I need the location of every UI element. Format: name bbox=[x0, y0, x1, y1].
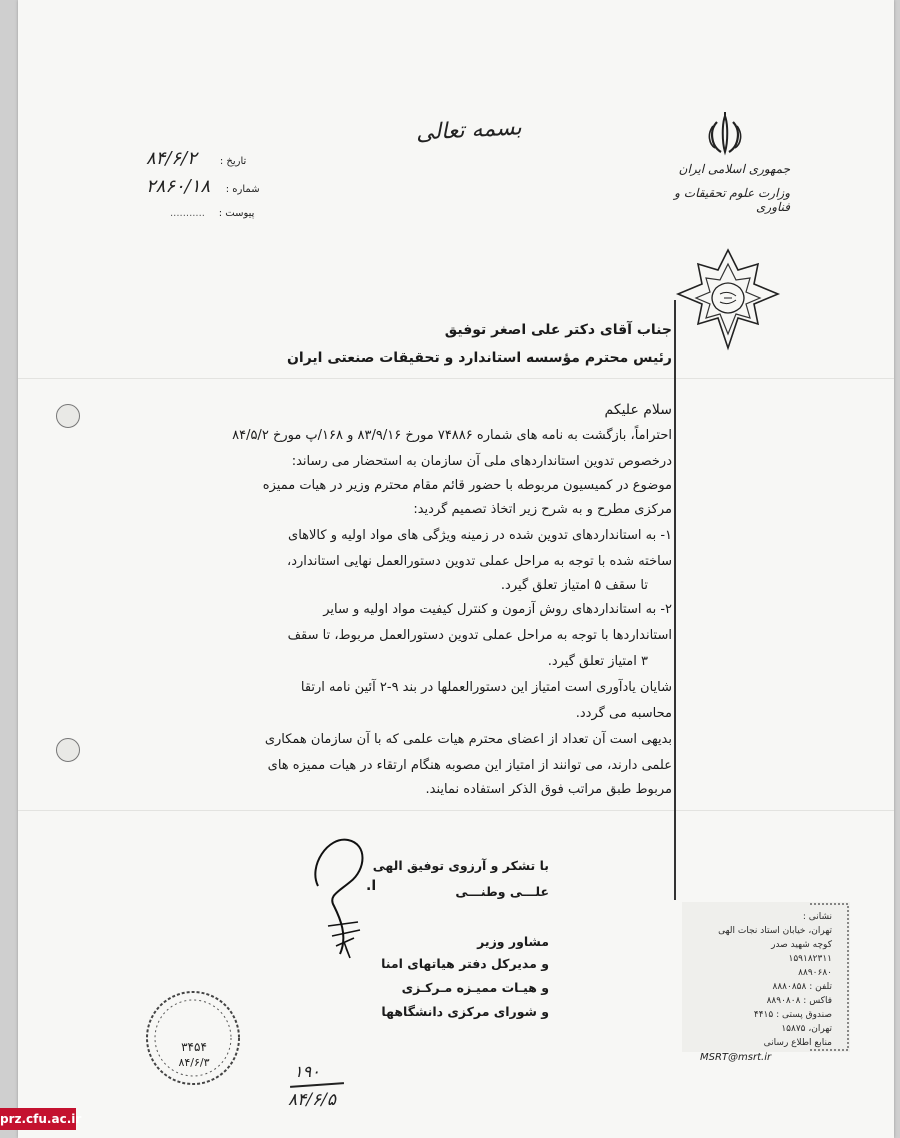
body-line: ۱- به استانداردهای تدوین شده در زمینه ویژگی های مواد اولیه و کالاهای bbox=[288, 528, 672, 543]
footer-ref-date: ۸۴/۶/۵ bbox=[288, 1090, 336, 1110]
footer-rule bbox=[290, 1082, 344, 1087]
stamp-line: تلفن : ۸۸۸۰۸۵۸ bbox=[772, 982, 832, 992]
signer-initials: ا. bbox=[366, 878, 377, 894]
attachment-label: پیوست : bbox=[218, 208, 255, 219]
closing-salutation: با تشکر و آرزوی توفیق الهی bbox=[372, 858, 549, 873]
number-value: ۲۸۶۰/۱۸ bbox=[146, 176, 211, 197]
attachment-value: ........... bbox=[170, 208, 205, 219]
letter-date bbox=[146, 148, 246, 169]
stamp-line: تهران، ۱۵۸۷۵ bbox=[781, 1024, 832, 1034]
date-value: ۸۴/۶/۲ bbox=[146, 148, 197, 169]
punch-hole bbox=[56, 404, 80, 428]
stamp-email: MSRT@msrt.ir bbox=[700, 1052, 772, 1063]
signature-icon bbox=[288, 826, 388, 962]
footer-ref-number: ۱۹۰ bbox=[294, 1062, 320, 1081]
round-stamp-date: ۸۴/۶/۳ bbox=[178, 1056, 210, 1069]
fold-line bbox=[18, 378, 894, 379]
body-line: شایان یادآوری است امتیاز این دستورالعملها در بند ۹-۲ آئین نامه ارتقا bbox=[300, 680, 672, 695]
iran-emblem-icon bbox=[705, 112, 745, 158]
signer-title-2: و مدیرکل دفتر هیاتهای امنا bbox=[381, 956, 549, 971]
body-line: تا سقف ۵ امتیاز تعلق گیرد. bbox=[500, 578, 648, 593]
stamp-line: تهران، خیابان استاد نجات الهی bbox=[718, 926, 832, 936]
stamp-line: ۸۸۹۰۶۸۰ bbox=[798, 968, 832, 978]
round-stamp-number: ۳۴۵۴ bbox=[181, 1040, 207, 1054]
stamp-line: منابع اطلاع رسانی bbox=[763, 1038, 832, 1048]
recipient-title: رئیس محترم مؤسسه استاندارد و تحقیقات صنعتی ایران bbox=[286, 350, 672, 366]
body-line: ۲- به استانداردهای روش آزمون و کنترل کیفیت مواد اولیه و سایر bbox=[323, 602, 672, 617]
stamp-line: صندوق پستی : ۴۴۱۵ bbox=[753, 1010, 832, 1020]
emblem-country: جمهوری اسلامی ایران bbox=[678, 162, 790, 176]
body-line: درخصوص تدوین استانداردهای ملی آن سازمان به استحضار می رساند: bbox=[291, 454, 672, 469]
date-label: تاریخ : bbox=[219, 156, 247, 167]
signer-name: علـــی وطنـــی bbox=[455, 884, 549, 899]
stamp-line: کوچه شهید صدر bbox=[771, 940, 832, 950]
body-line: مرکزی مطرح و به شرح زیر اتخاذ تصمیم گردید: bbox=[413, 502, 672, 517]
basmala: بسمه تعالی bbox=[415, 115, 523, 146]
body-line: مربوط طبق مراتب فوق الذکر استفاده نمایند. bbox=[425, 782, 672, 797]
body-line: استانداردها با توجه به مراحل عملی تدوین دستورالعمل مربوط، تا سقف bbox=[287, 628, 672, 643]
letter-attachment bbox=[170, 206, 254, 219]
signer-title-3: و هیـات ممیـزه مـرکـزی bbox=[401, 980, 549, 995]
greeting: سلام علیکم bbox=[604, 402, 672, 418]
round-stamp-icon bbox=[144, 988, 242, 1088]
stamp-line: ۱۵۹۱۸۲۳۱۱ bbox=[788, 954, 832, 964]
ornament-icon bbox=[674, 248, 782, 352]
stamp-line: نشانی : bbox=[802, 912, 832, 922]
stamp-line: فاکس : ۸۸۹۰۸۰۸ bbox=[766, 996, 832, 1006]
body-line: احتراماً، بازگشت به نامه های شماره ۷۴۸۸۶ مورخ ۸۳/۹/۱۶ و ۱۶۸/پ مورخ ۸۴/۵/۲ bbox=[232, 428, 672, 443]
number-label: شماره : bbox=[225, 184, 260, 195]
fold-line bbox=[18, 810, 894, 811]
site-watermark: prz.cfu.ac.ir bbox=[0, 1108, 76, 1130]
signer-title-4: و شورای مرکزی دانشگاهها bbox=[381, 1004, 549, 1019]
body-line: ۳ امتیاز تعلق گیرد. bbox=[547, 654, 648, 669]
body-line: محاسبه می گردد. bbox=[575, 706, 672, 721]
body-line: بدیهی است آن تعداد از اعضای محترم هیات علمی که با آن سازمان همکاری bbox=[264, 732, 672, 747]
signer-title-1: مشاور وزیر bbox=[477, 934, 549, 949]
recipient-name: جناب آقای دکتر علی اصغر توفیق bbox=[444, 322, 672, 338]
body-line: موضوع در کمیسیون مربوطه با حضور قائم مقام محترم وزیر در هیات ممیزه bbox=[262, 478, 672, 493]
body-line: علمی دارند، می توانند از امتیاز این مصوبه هنگام ارتقاء در هیات ممیزه های bbox=[267, 758, 672, 773]
margin-rule bbox=[674, 300, 676, 900]
punch-hole bbox=[56, 738, 80, 762]
letter-page bbox=[18, 0, 894, 1138]
body-line: ساخته شده با توجه به مراحل عملی تدوین دستورالعمل نهایی استاندارد، bbox=[287, 554, 672, 569]
emblem-ministry: وزارت علوم تحقیقات و فناوری bbox=[674, 186, 790, 214]
letter-number bbox=[146, 176, 260, 197]
